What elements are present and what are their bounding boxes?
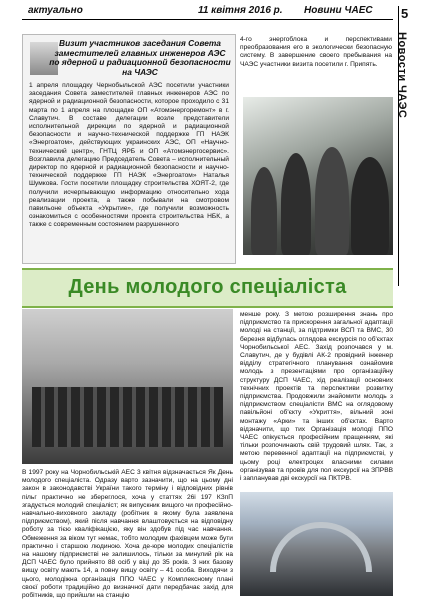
visit-article [22, 34, 236, 264]
headline-band [22, 268, 393, 308]
visit-caption: 4-го энергоблока и перспективами преобразования его в экологически безопасную систему. В завершение своего пребывания на ЧАЭС участники визита посетили г. Припять. [240, 36, 392, 68]
article-column-left: В 1997 року на Чорнобильській АЕС 3 квітня відзначається Як День молодого спеціаліста. Одразу варто зазначити, що на цьому дні закон в законодавстві України такого терміну і відповідних рівнів пільг практично не збереглося, хоча у статтях 26і 197 КЗпП згадується молодий спеціаліст; як випускник вищого чи професійно-навчально-виховного закладу (робітник в якому була заявлена підприємством), який після навчання влаштовується на відповідну роботу за тією кваліфікацією, яку він здобув під час навчання. Обмеження за віком тут немає, тобто молодим фахівцем може бути практично і старшою людиною. Хоча де-юре молодих спеціалістів на нашому підприємстві не залишилось, тільки за минулий рік на ДСП ЧАЕС було прийнято 88 осіб у віці до 35 років. З них базову вищу освіту мають 14, а повну вищу освіту – 41 особа. Виходячи з цього, молодіжна організація ППО ЧАЕС у Комплексному плані своєї роботи традиційно до визначної дати передбачає захід для робітників, що прийшли на станцію [22, 469, 233, 600]
article-column-right: менше року. З метою розширення знань про підприємство та прискорення загальної адаптації молоді на станції, за підтримки ВСП та ВМС, 30 березня відбулась оглядова екскурсія по об'єктах Чорнобильської АЕС. Захід розпочався у м. Славутич, де у будівлі АК-2 провідний інженер відділу стратегічного планування ознайомив молодь з презентаціями про організаційну структуру ДСП ЧАЕС, хід реалізації основних технічних проектів та перспективи розвитку підприємства. Продовжили знайомити молодь з підприємством спеціалісти ВМС на оглядовому павільйоні об'єкту «Укриття», вільний зоні монтажу «Арки» та інших об'єктах. Варто відзначити, що тих Організація молоді ППО ЧАЕС опікується професійним пращенням, які тільки розпочинають свій трудовий шлях. Так, з метою перевенної адаптації на підприємстві, у цьому році електроцех власними силами організував та провів для пол екскурсії на ЗПРВВ і запланував дві екскурсії на ПКТРВ. [240, 311, 393, 483]
excursion-photo [240, 492, 393, 596]
person-figure [315, 147, 349, 255]
arch-structure [270, 522, 372, 572]
side-title: Новости ЧАЭС [396, 32, 408, 119]
person-figure [251, 167, 277, 255]
paper-name: Новини ЧАЕС [304, 5, 373, 16]
visit-body: 1 апреля площадку Чернобыльской АЭС посетили участники заседания Совета заместителей главных инженеров АЭС по ядерной и радиационной безопасности, которое проходило с 31 марта по 1 апреля на площадке ОП «Атомэнергоремонт» в г. Славутич. В составе делегации возле представители исполнительной дирекции по ядерной и радиационной безопасности и научно-технической поддержке ГП НАЭК «Энергоатом», действующих украинских АЭС, ОП «Научно-технический центр», ГНТЦ ЯРБ и ОП «Атомэнергосервис». Возглавила делегацию Председатель Совета – исполнительный директор по ядерной и радиационной безопасности и научно-технической поддержке ГП НАЭК «Энергоатом» Наталья Шумкова. Гости посетили площадку строительства ХОЯТ-2, где получили исчерпывающую информацию относительно хода реализации проекта, а также побывали на смотровом павильоне объекта «Укрытие», где получили возможность ознакомиться с особенностями проекта строительства НБК, а также с современным состоянием разрушенного [29, 82, 229, 229]
person-figure [281, 153, 311, 255]
headline: День молодого спеціаліста [68, 276, 347, 298]
section-label: актуально [28, 5, 83, 16]
header-rule [22, 19, 393, 20]
visit-photo [243, 97, 393, 255]
side-rail [398, 6, 422, 286]
visit-title: Визит участников заседания Совета заместителей главных инженеров АЭС по ядерной и радиационной безопасности на ЧАЭС [49, 38, 231, 77]
issue-date: 11 квітня 2016 р. [198, 5, 283, 16]
group-row [32, 387, 223, 447]
person-figure [351, 157, 389, 255]
page-number: 5 [401, 6, 409, 21]
page-header [0, 0, 427, 24]
group-photo [22, 309, 233, 464]
